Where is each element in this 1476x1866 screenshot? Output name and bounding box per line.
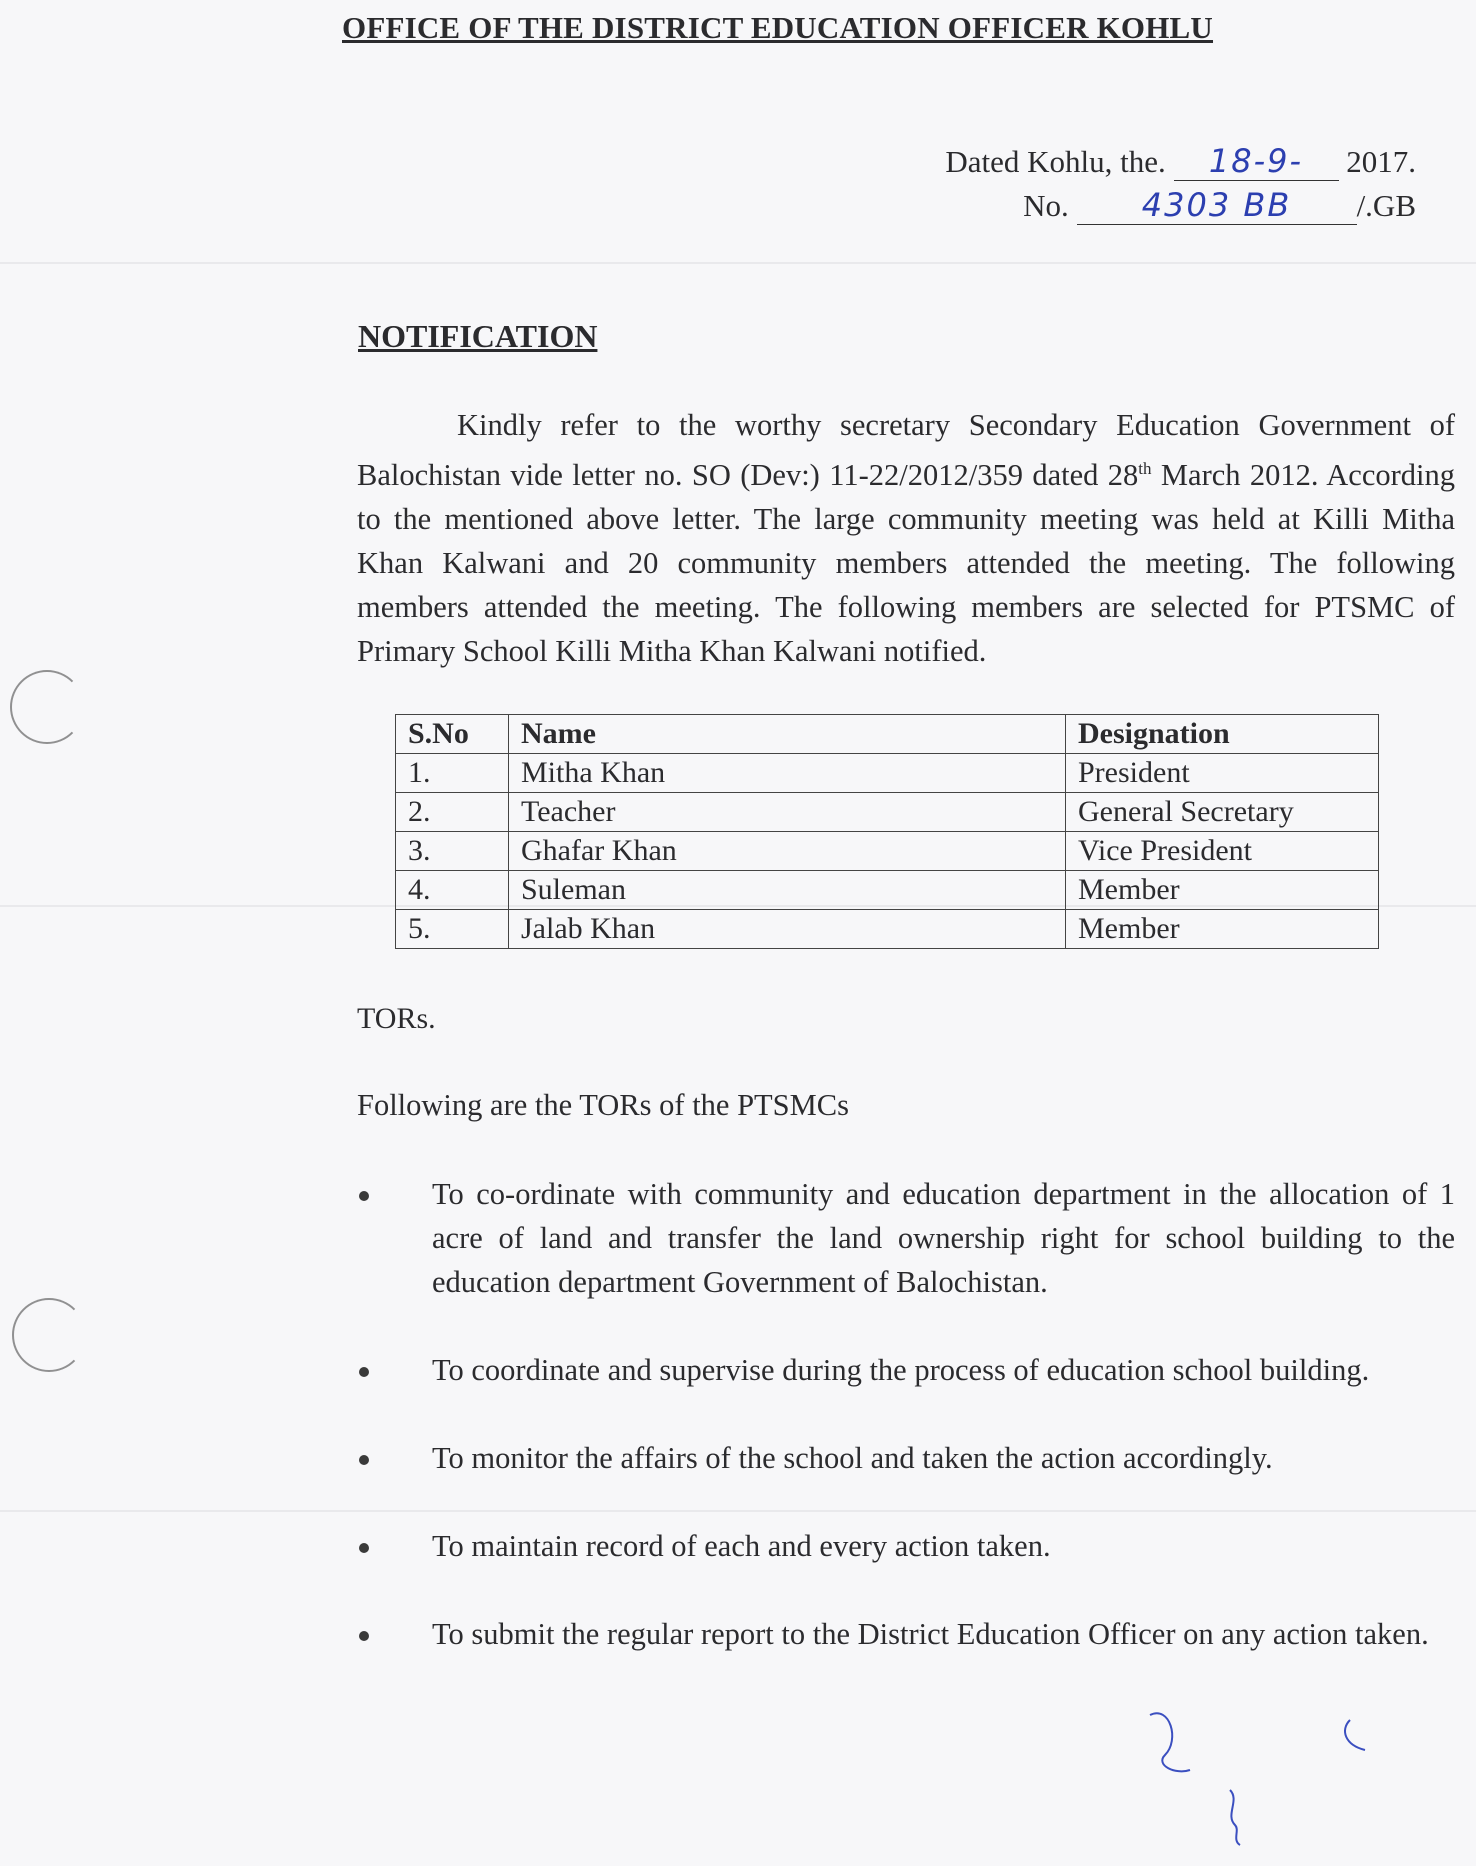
- cell-name: Mitha Khan: [509, 754, 1066, 793]
- table-row: [396, 793, 1379, 832]
- tor-text: To submit the regular report to the District Education Officer on any action taken.: [432, 1617, 1429, 1651]
- cell-designation: Vice President: [1066, 832, 1379, 871]
- cell-name: Ghafar Khan: [509, 832, 1066, 871]
- date-line: [945, 142, 1416, 181]
- paragraph-part-1: Kindly refer to the worthy secretary Secondary Education Government of Balochistan vide letter no. SO (Dev:) 11-22/2012/359 dated 28: [357, 408, 1455, 493]
- punch-hole-mark: [12, 1298, 86, 1372]
- cell-name: Suleman: [509, 871, 1066, 910]
- list-item: [357, 1348, 1455, 1392]
- table-header-row: [396, 715, 1379, 754]
- cell-designation: Member: [1066, 910, 1379, 949]
- paper-crease: [0, 262, 1476, 264]
- cell-designation: President: [1066, 754, 1379, 793]
- header-sno: S.No: [396, 715, 509, 754]
- list-item: [357, 1172, 1455, 1304]
- cell-sno: 2.: [396, 793, 509, 832]
- number-prefix: No.: [1023, 188, 1069, 223]
- bullet-icon: [359, 1367, 369, 1377]
- bullet-icon: [359, 1631, 369, 1641]
- tor-text: To coordinate and supervise during the process of education school building.: [432, 1353, 1370, 1387]
- cell-sno: 1.: [396, 754, 509, 793]
- punch-hole-mark: [10, 670, 84, 744]
- tor-text: To monitor the affairs of the school and taken the action accordingly.: [432, 1441, 1273, 1475]
- bullet-icon: [359, 1543, 369, 1553]
- list-item: [357, 1524, 1455, 1568]
- cell-sno: 5.: [396, 910, 509, 949]
- bullet-icon: [359, 1191, 369, 1201]
- notification-title: NOTIFICATION: [358, 318, 598, 354]
- table-row: [396, 754, 1379, 793]
- date-superscript: th: [1138, 459, 1152, 478]
- handwritten-date: 18-9-: [1174, 142, 1339, 181]
- paragraph-part-2: March 2012. According to the mentioned above letter. The large community meeting was held at Killi Mitha Khan Kalwani and 20 community members attended the meeting. The following members attended the meeting. The following members are selected for PTSMC of Primary School Killi Mitha Khan Kalwani notified.: [357, 458, 1455, 669]
- cell-sno: 3.: [396, 832, 509, 871]
- cell-designation: General Secretary: [1066, 793, 1379, 832]
- cell-sno: 4.: [396, 871, 509, 910]
- table-row: [396, 832, 1379, 871]
- tors-list: [357, 1172, 1455, 1656]
- bullet-icon: [359, 1455, 369, 1465]
- table-row: [396, 871, 1379, 910]
- tor-text: To maintain record of each and every action taken.: [432, 1529, 1051, 1563]
- notification-paragraph: [357, 403, 1455, 673]
- list-item: [357, 1612, 1455, 1656]
- list-item: [357, 1436, 1455, 1480]
- cell-name: Jalab Khan: [509, 910, 1066, 949]
- tor-text: To co-ordinate with community and education department in the allocation of 1 acre of land and transfer the land ownership right for school building to the education department Government of Balochistan.: [432, 1177, 1455, 1299]
- members-table: [395, 714, 1379, 949]
- header-designation: Designation: [1066, 715, 1379, 754]
- date-prefix: Dated Kohlu, the.: [945, 144, 1166, 179]
- number-line: [1023, 186, 1416, 225]
- cell-name: Teacher: [509, 793, 1066, 832]
- handwritten-number: 4303 BB: [1077, 186, 1357, 225]
- number-suffix: /.GB: [1356, 188, 1416, 223]
- tors-intro: Following are the TORs of the PTSMCs: [357, 1088, 849, 1122]
- header-name: Name: [509, 715, 1066, 754]
- office-title: OFFICE OF THE DISTRICT EDUCATION OFFICER KOHLU: [342, 10, 1214, 45]
- cell-designation: Member: [1066, 871, 1379, 910]
- date-year: 2017.: [1346, 144, 1416, 179]
- signature-scribble: [1140, 1700, 1400, 1850]
- table-row: [396, 910, 1379, 949]
- tors-label: TORs.: [357, 1002, 436, 1035]
